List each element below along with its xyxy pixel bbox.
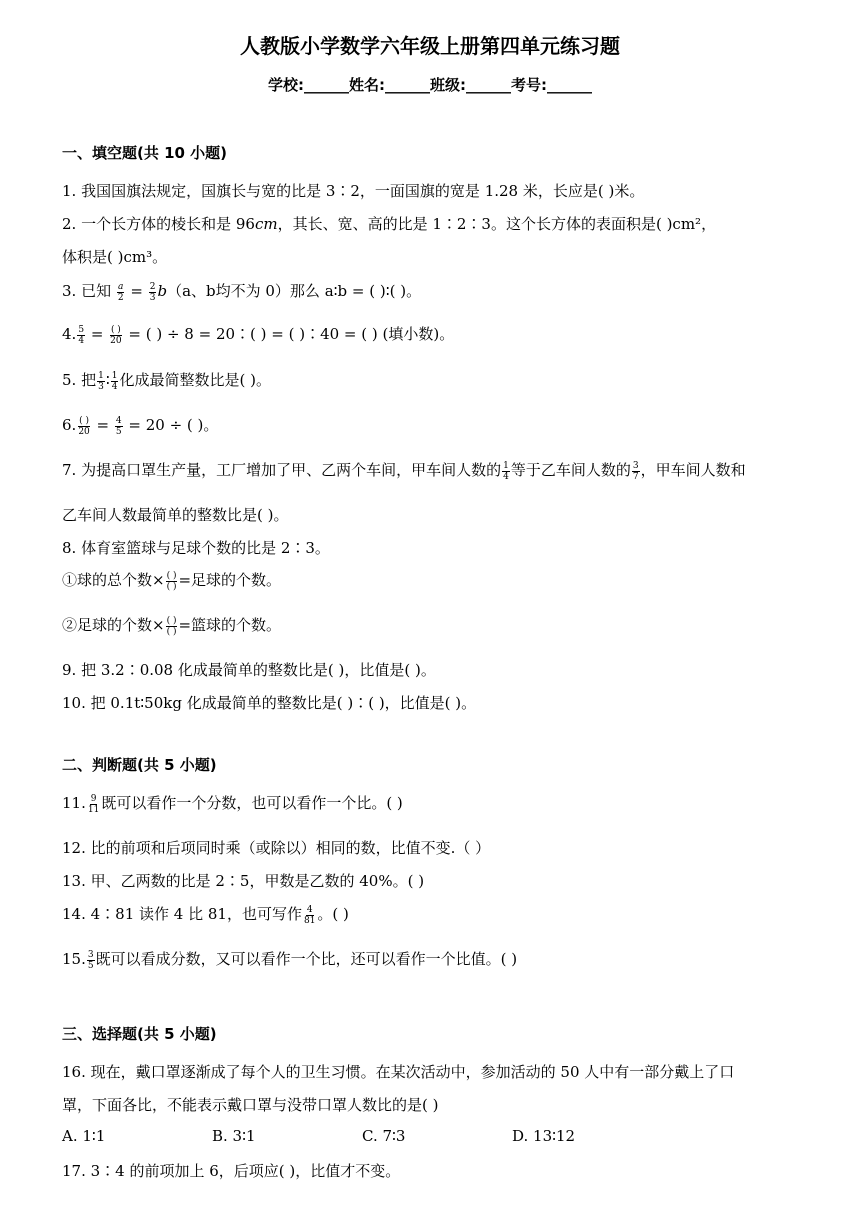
question-14: 14. 4∶81 读作 4 比 81，也可写作 $\frac{4}{81}$ 。( )	[62, 904, 349, 926]
fraction: $\frac{2}{3}$	[149, 281, 156, 303]
fraction: $\frac{( )}{( )}$	[166, 615, 177, 637]
question-12: 12. 比的前项和后项同时乘（或除以）相同的数，比值不变.（ ）	[62, 839, 491, 857]
question-4: 4. $\frac{5}{4}$ = $\frac{( )}{20}$ = ( ) ÷ 8 = 20∶( ) = ( )∶40 = ( ) (填小数)。	[62, 324, 455, 346]
question-5: 5. 把 $\frac{1}{3}$ ∶ $\frac{1}{4}$ 化成最简整数比是( )。	[62, 370, 271, 392]
question-6: 6. $\frac{( )}{20}$ = $\frac{4}{5}$ = 20 ÷ ( )。	[62, 415, 219, 437]
option-d: D. 13∶12	[512, 1127, 576, 1145]
question-4-rest: = ( ) ÷ 8 = 20∶( ) = ( )∶40 = ( ) (填小数)。	[123, 325, 455, 343]
fraction: $\frac{5}{4}$	[78, 324, 85, 346]
question-8: 8. 体育室篮球与足球个数的比是 2∶3。	[62, 539, 330, 557]
question-8-part-2: ②足球的个数× $\frac{( )}{( )}$ =篮球的个数。	[62, 615, 282, 637]
question-3-rest: （a、b均不为 0）那么 a∶b = ( )∶( )。	[167, 282, 422, 300]
section-heading-fill-in: 一、填空题(共 10 小题)	[62, 144, 228, 162]
question-7-line-1: 7. 为提高口罩生产量，工厂增加了甲、乙两个车间，甲车间人数的 $\frac{1}{4}$ 等于乙车间人数的 $\frac{3}{7}$ ，甲车间人数和	[62, 460, 746, 482]
question-11: 11. $\frac{9}{11}$ 既可以看作一个分数，也可以看作一个比。( )	[62, 793, 403, 815]
question-16-line-2: 罩，下面各比，不能表示戴口罩与没带口罩人数比的是( )	[62, 1096, 439, 1114]
question-2-text-a: 2. 一个长方体的棱长和是 96	[62, 215, 255, 233]
question-3: 3. 已知 $\frac{a}{2}$ = $\frac{2}{3}$ b（a、b均不为 0）那么 a∶b = ( )∶( )。	[62, 281, 422, 303]
question-2-unit: cm	[254, 215, 278, 233]
fraction: $\frac{1}{4}$	[111, 370, 118, 392]
fraction: $\frac{9}{11}$	[87, 793, 100, 815]
question-15-rest: 既可以看成分数，又可以看作一个比，还可以看作一个比值。( )	[95, 950, 518, 968]
question-2-line-2: 体积是( )cm³。	[62, 248, 168, 266]
fraction: $\frac{4}{5}$	[115, 415, 122, 437]
fraction: $\frac{a}{2}$	[117, 281, 124, 303]
fraction: $\frac{3}{5}$	[87, 949, 94, 971]
question-10: 10. 把 0.1t∶50kg 化成最简单的整数比是( )∶( )，比值是( )。	[62, 694, 477, 712]
fraction: $\frac{( )}{( )}$	[166, 570, 177, 592]
question-17: 17. 3∶4 的前项加上 6，后项应( )，比值才不变。	[62, 1162, 401, 1180]
question-3-prefix: 3. 已知	[62, 282, 112, 300]
question-6-rest: = 20 ÷ ( )。	[123, 416, 219, 434]
page-title: 人教版小学数学六年级上册第四单元练习题	[240, 34, 620, 58]
question-16-line-1: 16. 现在，戴口罩逐渐成了每个人的卫生习惯。在某次活动中，参加活动的 50 人中有一部分戴上了口	[62, 1063, 735, 1081]
option-a: A. 1∶1	[62, 1127, 106, 1145]
question-5-rest: 化成最简整数比是( )。	[119, 371, 271, 389]
fraction: $\frac{( )}{20}$	[110, 324, 122, 346]
question-16-options	[62, 1127, 662, 1145]
question-13: 13. 甲、乙两数的比是 2∶5，甲数是乙数的 40%。( )	[62, 872, 425, 890]
fraction: $\frac{4}{81}$	[303, 904, 316, 926]
section-heading-multiple-choice: 三、选择题(共 5 小题)	[62, 1025, 217, 1043]
question-2-text-b: ，其长、宽、高的比是 1∶2∶3。这个长方体的表面积是( )cm²，	[277, 215, 717, 233]
question-9: 9. 把 3.2∶0.08 化成最简单的整数比是( )，比值是( )。	[62, 661, 436, 679]
option-c: C. 7∶3	[362, 1127, 406, 1145]
fraction: $\frac{3}{7}$	[632, 460, 639, 482]
question-11-rest: 既可以看作一个分数，也可以看作一个比。( )	[101, 794, 403, 812]
fraction: $\frac{1}{4}$	[503, 460, 509, 482]
question-1: 1. 我国国旗法规定，国旗长与宽的比是 3∶2，一面国旗的宽是 1.28 米，长应是( )米。	[62, 182, 645, 200]
question-8-part-1: ①球的总个数× $\frac{( )}{( )}$ =足球的个数。	[62, 570, 282, 592]
question-2-line-1	[62, 213, 716, 234]
option-b: B. 3∶1	[212, 1127, 256, 1145]
question-15: 15. $\frac{3}{5}$ 既可以看成分数，又可以看作一个比，还可以看作一个比值。( )	[62, 949, 518, 971]
fraction: $\frac{( )}{20}$	[78, 415, 90, 437]
fraction: $\frac{1}{3}$	[98, 370, 104, 392]
question-7-line-2: 乙车间人数最简单的整数比是( )。	[62, 506, 289, 524]
student-info-line: 学校:______姓名:______班级:______考号:______	[268, 76, 592, 94]
section-heading-true-false: 二、判断题(共 5 小题)	[62, 756, 217, 774]
